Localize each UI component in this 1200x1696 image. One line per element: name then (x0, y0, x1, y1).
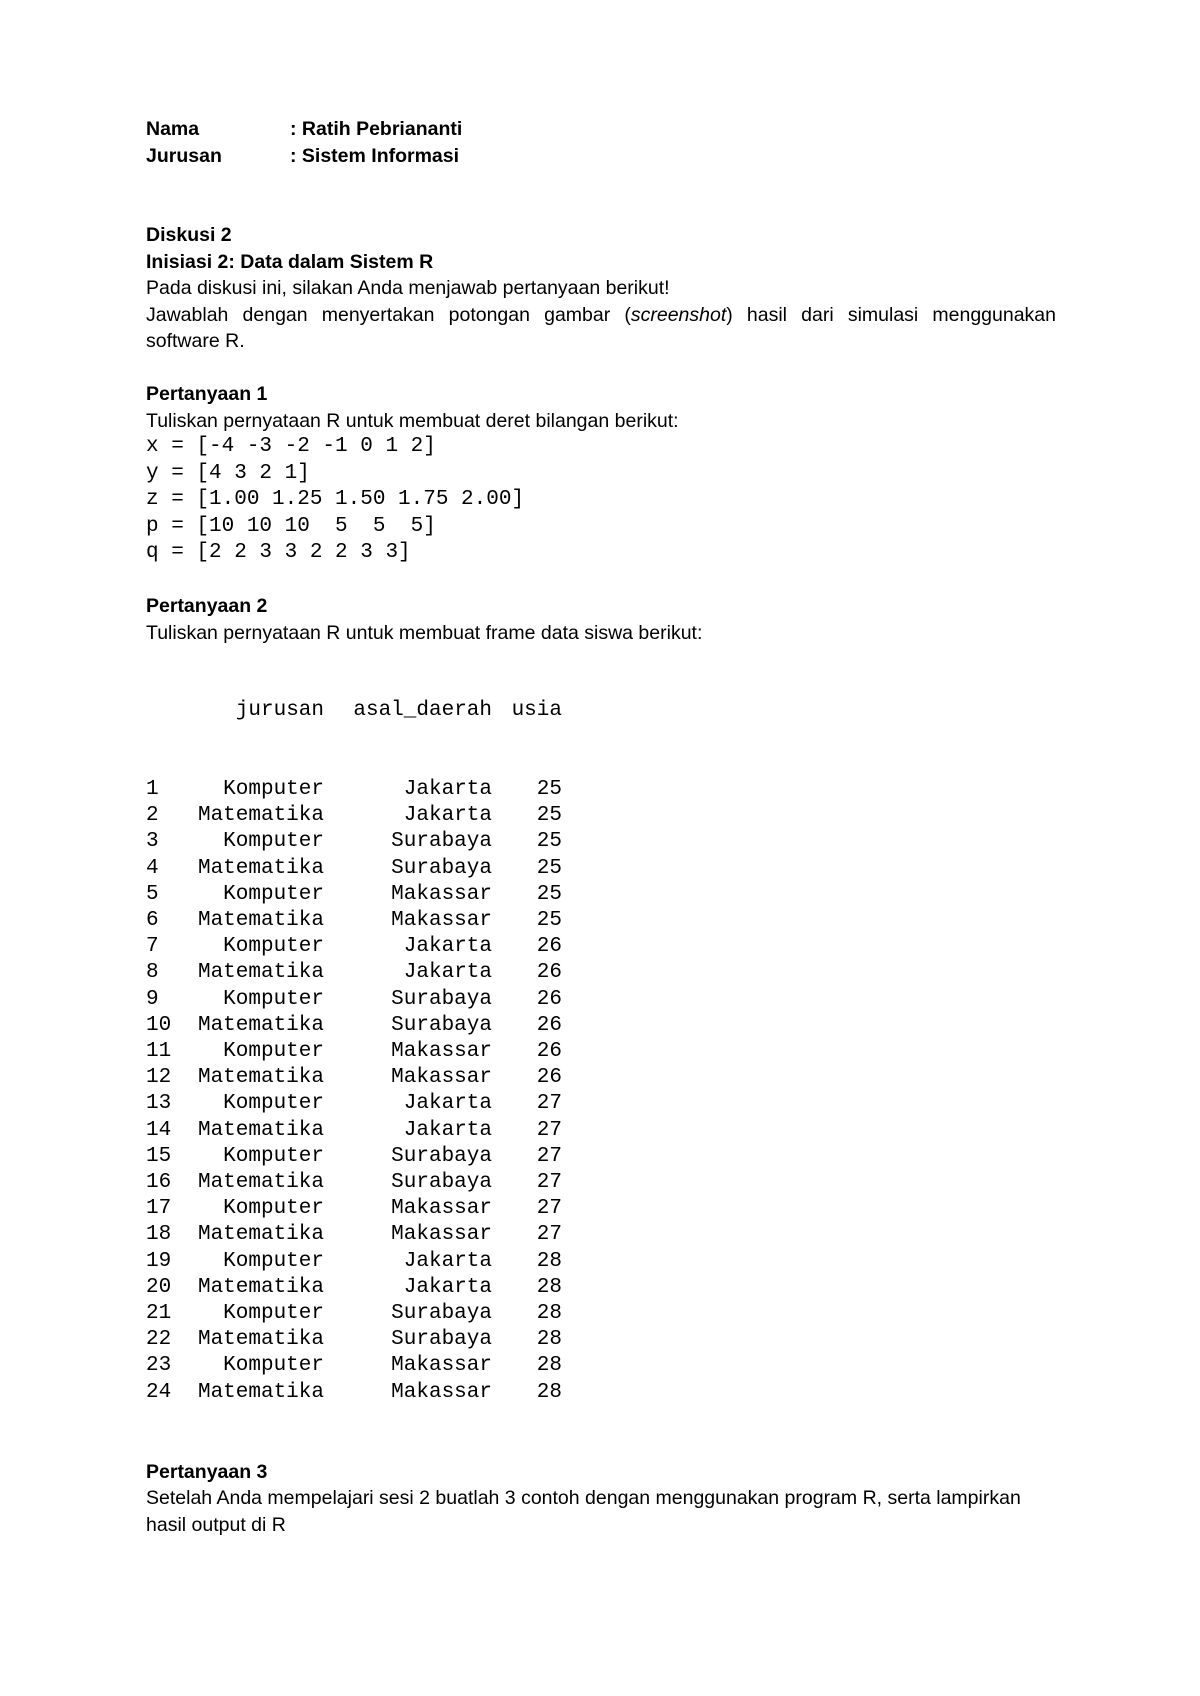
row-usia: 28 (536, 1302, 562, 1326)
row-jurusan: Matematika (197, 804, 324, 828)
row-jurusan: Matematika (197, 1171, 324, 1195)
table-row (146, 1301, 1056, 1327)
row-usia: 26 (536, 961, 562, 985)
row-jurusan: Matematika (197, 1380, 324, 1404)
row-asal-daerah: Surabaya (391, 1302, 492, 1326)
row-index: 9 (146, 987, 159, 1011)
row-jurusan: Komputer (223, 935, 324, 959)
row-usia: 25 (536, 882, 562, 906)
row-index: 3 (146, 830, 159, 854)
row-usia: 28 (536, 1275, 562, 1299)
instruction-text-start: Jawablah dengan menyertakan potongan gambar ( (146, 303, 631, 326)
initiation-subtitle: Inisiasi 2: Data dalam Sistem R (146, 250, 434, 273)
code-line-p: p = [10 10 10 5 5 5] (146, 514, 436, 538)
header-jurusan: jurusan (235, 699, 324, 723)
jurusan-row (146, 143, 1056, 170)
row-usia: 27 (536, 1144, 562, 1168)
table-row (146, 1013, 1056, 1039)
code-line-z: z = [1.00 1.25 1.50 1.75 2.00] (146, 488, 525, 511)
table-row (146, 1170, 1056, 1196)
row-asal-daerah: Makassar (391, 909, 492, 933)
code-line-q: q = [2 2 3 3 2 2 3 3] (146, 541, 411, 564)
table-row (146, 1380, 1056, 1406)
table-row (146, 1065, 1056, 1091)
table-row (146, 1222, 1056, 1248)
row-index: 2 (146, 804, 159, 828)
table-row (146, 960, 1056, 986)
row-asal-daerah: Surabaya (391, 1144, 492, 1168)
row-index: 19 (146, 1249, 172, 1273)
row-usia: 27 (536, 1171, 562, 1195)
instruction-text-end: ) hasil dari simulasi menggunakan software R. (146, 303, 1056, 352)
row-asal-daerah: Jakarta (403, 1275, 492, 1299)
table-row (146, 987, 1056, 1013)
row-jurusan: Komputer (223, 1144, 324, 1168)
row-jurusan: Komputer (223, 778, 324, 802)
row-index: 1 (146, 778, 159, 802)
data-frame-table (146, 646, 1056, 1406)
jurusan-value: : Sistem Informasi (290, 144, 460, 167)
code-line-y: y = [4 3 2 1] (146, 461, 310, 485)
row-index: 11 (146, 1040, 172, 1064)
header-asal-daerah: asal_daerah (353, 699, 492, 723)
table-row (146, 777, 1056, 803)
instruction-italic: screenshot (630, 303, 727, 326)
table-row (146, 1091, 1056, 1117)
row-index: 8 (146, 961, 159, 985)
row-usia: 26 (536, 987, 562, 1011)
document-body (146, 116, 1056, 1538)
row-jurusan: Komputer (223, 1092, 324, 1116)
row-asal-daerah: Makassar (391, 1223, 492, 1247)
row-jurusan: Matematika (197, 1275, 324, 1299)
row-jurusan: Komputer (223, 1249, 324, 1273)
row-index: 6 (146, 909, 159, 933)
row-jurusan: Matematika (197, 1066, 324, 1090)
question-1-prompt: Tuliskan pernyataan R untuk membuat deret bilangan berikut: (146, 409, 679, 432)
row-asal-daerah: Jakarta (403, 935, 492, 959)
row-asal-daerah: Surabaya (391, 987, 492, 1011)
row-index: 13 (146, 1092, 172, 1116)
table-row (146, 1039, 1056, 1065)
row-jurusan: Matematika (197, 909, 324, 933)
row-usia: 26 (536, 1040, 562, 1064)
row-index: 20 (146, 1275, 172, 1299)
row-asal-daerah: Makassar (391, 1197, 492, 1221)
row-asal-daerah: Makassar (391, 1066, 492, 1090)
row-asal-daerah: Surabaya (391, 1328, 492, 1352)
table-row (146, 1118, 1056, 1144)
row-usia: 28 (536, 1249, 562, 1273)
header-usia: usia (511, 699, 562, 723)
row-jurusan: Matematika (197, 856, 324, 880)
header-index (146, 698, 186, 724)
row-asal-daerah: Surabaya (391, 830, 492, 854)
nama-value: : Ratih Pebriananti (290, 118, 463, 140)
row-asal-daerah: Surabaya (391, 1013, 492, 1037)
row-jurusan: Matematika (197, 1118, 324, 1142)
row-usia: 25 (536, 778, 562, 802)
row-jurusan: Matematika (197, 1013, 324, 1037)
table-row (146, 1196, 1056, 1222)
row-jurusan: Matematika (197, 1223, 324, 1247)
row-index: 10 (146, 1013, 172, 1037)
nama-row (146, 116, 1056, 143)
table-header (146, 698, 1056, 724)
table-row (146, 1144, 1056, 1170)
row-usia: 28 (536, 1354, 562, 1378)
table-row (146, 1353, 1056, 1379)
row-asal-daerah: Jakarta (403, 1249, 492, 1273)
row-usia: 27 (536, 1223, 562, 1247)
row-jurusan: Komputer (223, 830, 324, 854)
question-2-prompt: Tuliskan pernyataan R untuk membuat frame data siswa berikut: (146, 621, 703, 644)
row-asal-daerah: Jakarta (403, 804, 492, 828)
row-index: 14 (146, 1118, 172, 1142)
row-index: 15 (146, 1144, 172, 1168)
row-index: 4 (146, 856, 159, 880)
row-usia: 25 (536, 856, 562, 880)
row-index: 22 (146, 1328, 172, 1352)
table-row (146, 856, 1056, 882)
row-usia: 27 (536, 1197, 562, 1221)
table-row (146, 882, 1056, 908)
row-jurusan: Komputer (223, 1040, 324, 1064)
question-3-heading: Pertanyaan 3 (146, 1460, 268, 1483)
row-usia: 26 (536, 1013, 562, 1037)
row-index: 16 (146, 1171, 172, 1195)
jurusan-label: Jurusan (146, 144, 222, 167)
row-asal-daerah: Surabaya (391, 856, 492, 880)
row-index: 7 (146, 935, 159, 959)
row-index: 23 (146, 1354, 172, 1378)
row-jurusan: Komputer (223, 987, 324, 1011)
row-usia: 25 (536, 830, 562, 854)
row-asal-daerah: Makassar (391, 1380, 492, 1404)
row-jurusan: Matematika (197, 961, 324, 985)
nama-label: Nama (146, 118, 200, 140)
table-row (146, 908, 1056, 934)
table-row (146, 1327, 1056, 1353)
question-3-text: Setelah Anda mempelajari sesi 2 buatlah 3 contoh dengan menggunakan program R, serta lampirkan hasil output di R (146, 1487, 1021, 1536)
row-index: 18 (146, 1223, 172, 1247)
row-asal-daerah: Makassar (391, 1040, 492, 1064)
row-index: 5 (146, 882, 159, 906)
row-index: 17 (146, 1197, 172, 1221)
code-line-x: x = [-4 -3 -2 -1 0 1 2] (146, 435, 436, 458)
row-usia: 25 (536, 909, 562, 933)
table-row (146, 934, 1056, 960)
table-row (146, 1249, 1056, 1275)
table-row (146, 803, 1056, 829)
row-index: 24 (146, 1380, 172, 1404)
row-usia: 28 (536, 1380, 562, 1404)
row-asal-daerah: Makassar (391, 1354, 492, 1378)
table-row (146, 829, 1056, 855)
row-usia: 26 (536, 1066, 562, 1090)
row-index: 21 (146, 1302, 172, 1326)
table-row (146, 1275, 1056, 1301)
row-jurusan: Komputer (223, 1197, 324, 1221)
question-1-heading: Pertanyaan 1 (146, 383, 268, 405)
row-asal-daerah: Makassar (391, 882, 492, 906)
row-usia: 26 (536, 935, 562, 959)
row-jurusan: Komputer (223, 1354, 324, 1378)
row-usia: 27 (536, 1092, 562, 1116)
row-usia: 27 (536, 1118, 562, 1142)
row-jurusan: Matematika (197, 1328, 324, 1352)
row-asal-daerah: Jakarta (403, 1118, 492, 1142)
row-asal-daerah: Jakarta (403, 1092, 492, 1116)
row-jurusan: Komputer (223, 1302, 324, 1326)
row-asal-daerah: Jakarta (403, 961, 492, 985)
row-index: 12 (146, 1066, 172, 1090)
question-2-heading: Pertanyaan 2 (146, 595, 268, 617)
row-asal-daerah: Surabaya (391, 1171, 492, 1195)
row-asal-daerah: Jakarta (403, 778, 492, 802)
row-usia: 28 (536, 1328, 562, 1352)
row-jurusan: Komputer (223, 882, 324, 906)
discussion-title: Diskusi 2 (146, 224, 232, 246)
intro-line: Pada diskusi ini, silakan Anda menjawab pertanyaan berikut! (146, 277, 670, 299)
row-usia: 25 (536, 804, 562, 828)
intro-instruction (146, 302, 1056, 355)
